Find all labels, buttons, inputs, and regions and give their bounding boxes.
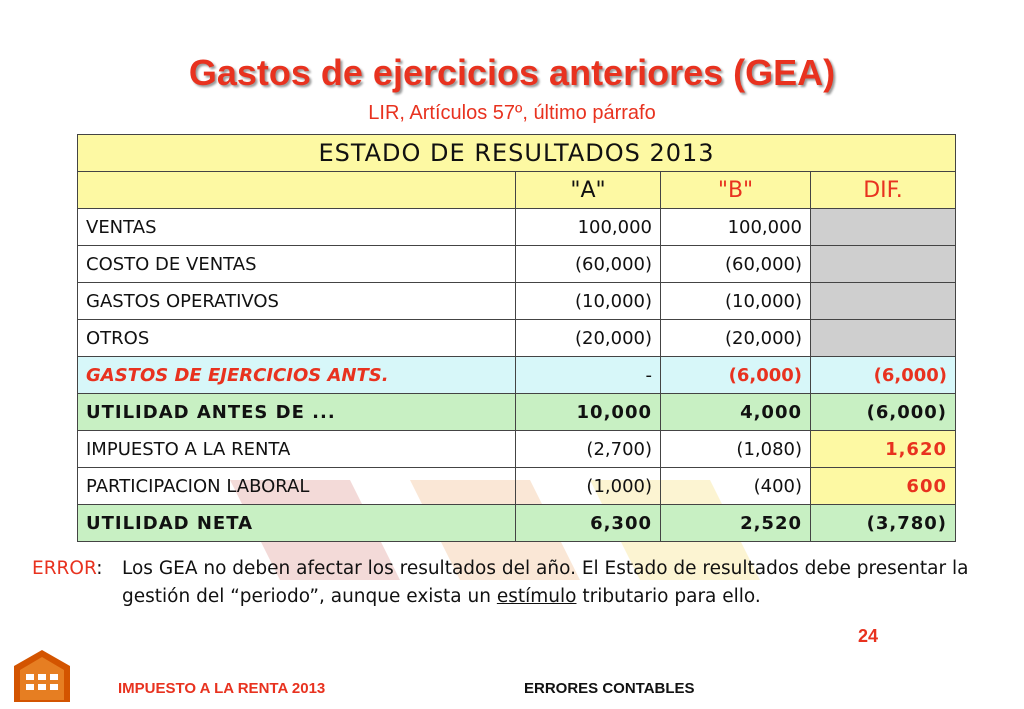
cell-dif (811, 283, 956, 320)
error-text (122, 555, 972, 611)
table-row-utilidad-neta (78, 505, 956, 542)
cell-b: (400) (661, 468, 811, 505)
column-header-a: "A" (516, 172, 661, 209)
cell-dif: (6,000) (811, 357, 956, 394)
cell-a: (1,000) (516, 468, 661, 505)
building-logo-icon (12, 644, 72, 704)
cell-b: 2,520 (661, 505, 811, 542)
error-separator: : (96, 558, 103, 579)
cell-b: (20,000) (661, 320, 811, 357)
cell-a: 6,300 (516, 505, 661, 542)
row-label: IMPUESTO A LA RENTA (78, 431, 516, 468)
row-label: UTILIDAD ANTES DE ... (78, 394, 516, 431)
footer-right: ERRORES CONTABLES (524, 680, 695, 697)
cell-dif (811, 320, 956, 357)
table-row (78, 246, 956, 283)
table-row-gea (78, 357, 956, 394)
row-label: OTROS (78, 320, 516, 357)
error-label: ERROR (32, 558, 97, 579)
table-row-utilidad-antes (78, 394, 956, 431)
cell-dif: (6,000) (811, 394, 956, 431)
cell-dif: (3,780) (811, 505, 956, 542)
cell-b: (6,000) (661, 357, 811, 394)
error-text-underlined: estímulo (496, 586, 577, 607)
income-statement-table (77, 134, 956, 542)
table-row (78, 209, 956, 246)
cell-b: (60,000) (661, 246, 811, 283)
cell-a: (10,000) (516, 283, 661, 320)
cell-a: (60,000) (516, 246, 661, 283)
cell-b: (10,000) (661, 283, 811, 320)
column-header-dif: DIF. (811, 172, 956, 209)
column-header-blank (78, 172, 516, 209)
table-row (78, 320, 956, 357)
cell-dif: 600 (811, 468, 956, 505)
cell-a: - (516, 357, 661, 394)
row-label: VENTAS (78, 209, 516, 246)
cell-b: 4,000 (661, 394, 811, 431)
table-caption: ESTADO DE RESULTADOS 2013 (78, 135, 956, 172)
cell-b: 100,000 (661, 209, 811, 246)
table-row (78, 468, 956, 505)
cell-dif: 1,620 (811, 431, 956, 468)
cell-b: (1,080) (661, 431, 811, 468)
column-header-b: "B" (661, 172, 811, 209)
table-row (78, 431, 956, 468)
row-label: COSTO DE VENTAS (78, 246, 516, 283)
row-label: UTILIDAD NETA (78, 505, 516, 542)
cell-dif (811, 246, 956, 283)
cell-dif (811, 209, 956, 246)
table-row (78, 283, 956, 320)
footer-left: IMPUESTO A LA RENTA 2013 (118, 680, 326, 697)
row-label: GASTOS OPERATIVOS (78, 283, 516, 320)
cell-a: (20,000) (516, 320, 661, 357)
cell-a: (2,700) (516, 431, 661, 468)
slide-title: Gastos de ejercicios anteriores (GEA) (188, 52, 836, 93)
error-text-part: tributario para ello. (576, 586, 761, 607)
row-label: GASTOS DE EJERCICIOS ANTS. (78, 357, 516, 394)
error-text-part: Los GEA no deben afectar los resultados del año. El Estado de resultados debe presentar la gestión del “periodo”, aunque exista un (122, 558, 969, 607)
cell-a: 10,000 (516, 394, 661, 431)
slide-subtitle: LIR, Artículos 57º, último párrafo (368, 102, 656, 124)
row-label: PARTICIPACION LABORAL (78, 468, 516, 505)
cell-a: 100,000 (516, 209, 661, 246)
page-number: 24 (858, 626, 879, 646)
